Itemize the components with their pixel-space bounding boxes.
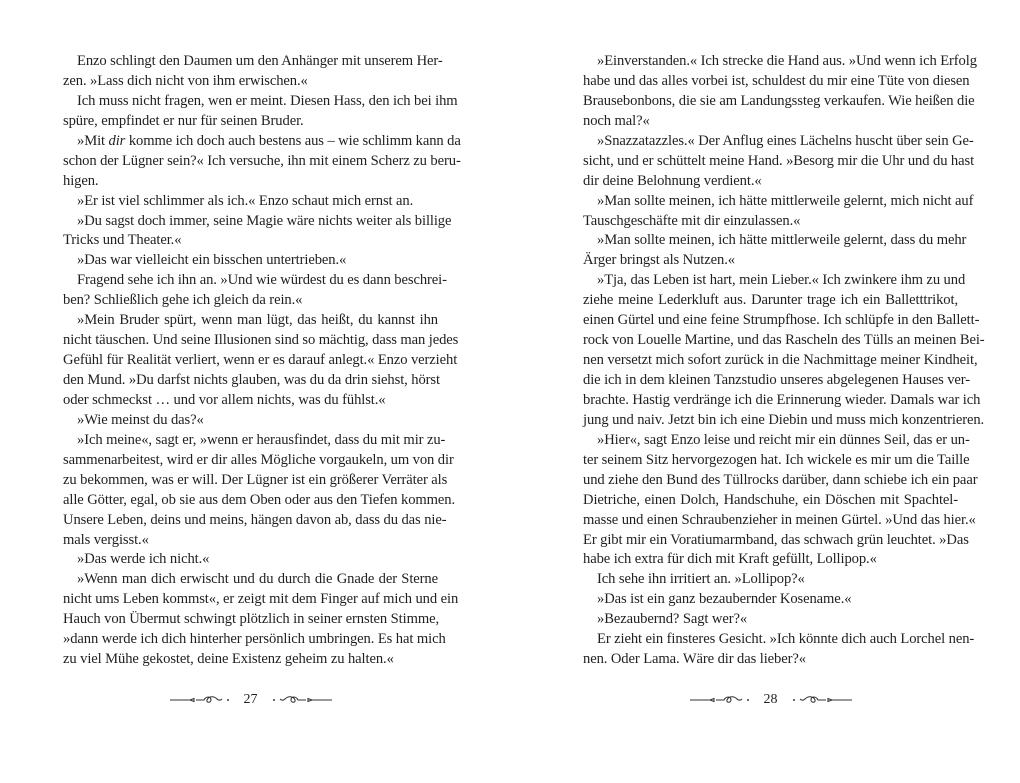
text-line: die ich in dem kleinen Tanzstudio unseres abgelegenen Hauses ver-: [583, 372, 971, 388]
text-line: »Das ist ein ganz bezaubernder Kosename.«: [597, 591, 852, 608]
text-line: masse und einen Schraubenzieher in meinen Gürtel. »Und das hier.«: [583, 511, 976, 528]
page-number: 28: [763, 692, 778, 707]
emphasis: dir: [108, 132, 126, 149]
text-line: nen versetzt mich sofort zurück in die Nachmittage meiner Kindheit,: [583, 352, 978, 369]
text-line: »dann werde ich dich hinterher persönlich umbringen. Es hat mich: [63, 631, 446, 648]
text-line: Gefühl für Realität verliert, wenn er es darauf anlegt.« Enzo verzieht: [63, 352, 458, 369]
text-line: ben? Schließlich gehe ich gleich da rein.«: [63, 292, 303, 309]
text-line: brachte. Hastig verdränge ich die Erinnerung wieder. Damals war ich: [583, 391, 981, 408]
text-line: Tricks und Theater.«: [63, 232, 182, 249]
text-line: »Ich meine«, sagt er, »wenn er herausfindet, dass du mit mir zu-: [77, 431, 446, 448]
text-line: sicht, und er schüttelt meine Hand. »Besorg mir die Uhr und du hast: [583, 152, 975, 169]
text-line: nen. Oder Lama. Wäre dir das lieber?«: [583, 651, 806, 668]
text-line: einen Gürtel und eine feine Strumpfhose. Ich schlüpfe in den Ballett-: [583, 312, 980, 329]
text-line: »Bezaubernd? Sagt wer?«: [597, 611, 748, 628]
text-line: jung und naiv. Jetzt bin ich eine Diebin und muss mich konzentrieren.: [583, 411, 985, 428]
text-line: »Hier«, sagt Enzo leise und reicht mir ein dünnes Seil, das er un-: [597, 431, 970, 448]
text-line: »Du sagst doch immer, seine Magie wäre nichts weiter als billige: [77, 212, 452, 229]
text-line: mals vergisst.«: [63, 531, 149, 548]
text-line: »Das war vielleicht ein bisschen untertrieben.«: [77, 252, 347, 269]
text-line: Brausebonbons, die sie am Landungssteg verkaufen. Wie heißen die: [583, 92, 975, 109]
text-line: rock von Louelle Martine, und das Rascheln des Tülls an meinen Bei-: [583, 332, 985, 349]
ornament-right-icon: [786, 694, 852, 706]
ornament-right-icon: [266, 694, 332, 706]
text-line: alle Götter, egal, ob sie aus dem Oben oder aus den Tiefen kommen.: [63, 491, 456, 508]
text-line: »Man sollte meinen, ich hätte mittlerweile gelernt, dass du mehr: [597, 232, 967, 249]
text-line: den Mund. »Du darfst nichts glauben, was du da drin siehst, hörst: [63, 372, 440, 388]
text-line: spüre, empfindet er nur für seinen Bruder.: [63, 112, 304, 129]
text-line: zu viel Mühe gekostet, deine Existenz geheim zu halten.«: [63, 651, 394, 668]
text-line: Er gibt mir ein Voratiumarmband, das schwach grün leuchtet. »Das: [583, 531, 969, 548]
text-line: oder schmeckst … und vor allem nichts, was du fühlst.«: [63, 391, 386, 408]
text-line: habe und das alles vorbei ist, schuldest du mir eine Tüte von diesen: [583, 72, 970, 89]
page-footer: [63, 690, 438, 710]
text-line: und ziehe den Bund des Tüllrocks darüber, dann schiebe ich ein paar: [583, 471, 978, 488]
text-line: ziehe meine Lederkluft aus. Darunter trage ich ein Balletttrikot,: [583, 292, 958, 309]
text-line: Ich sehe ihn irritiert an. »Lollipop?«: [597, 571, 805, 588]
text-line: »Man sollte meinen, ich hätte mittlerweile gelernt, mich nicht auf: [597, 192, 974, 209]
text-line: ter seinem Sitz hervorgezogen hat. Ich wickele es mir um die Taille: [583, 451, 970, 468]
page-text-column: [583, 52, 985, 670]
text-line: noch mal?«: [583, 112, 650, 129]
text-line: »Das werde ich nicht.«: [77, 551, 210, 568]
text-line: sammenarbeitest, wird er dir alles Mögliche vorgaukeln, um von dir: [63, 451, 454, 468]
ornament-left-icon: [690, 694, 756, 706]
text-line: zu bekommen, was er will. Der Lügner ist ein größerer Verräter als: [63, 471, 448, 488]
text-line: Dietriche, einen Dolch, Handschuhe, ein Döschen mit Spachtel-: [583, 491, 958, 508]
text-line: »Wie meinst du das?«: [77, 411, 204, 428]
text-line: Ärger bringst als Nutzen.«: [583, 252, 735, 269]
text-line: schon der Lügner sein?« Ich versuche, ihn mit einem Scherz zu beru-: [63, 152, 461, 169]
text-line: »Er ist viel schlimmer als ich.« Enzo schaut mich ernst an.: [77, 192, 414, 209]
text-line: »Wenn man dich erwischt und du durch die Gnade der Sterne: [77, 571, 438, 588]
page-text-column: [63, 52, 461, 670]
page-footer: [583, 690, 958, 710]
text-line: »Einverstanden.« Ich strecke die Hand aus. »Und wenn ich Erfolg: [597, 53, 977, 69]
text-line: nicht täuschen. Und seine Illusionen sind so mächtig, dass man jedes: [63, 332, 459, 349]
text-line: »Snazzatazzles.« Der Anflug eines Lächelns huscht über sein Ge-: [597, 132, 974, 149]
text-line: Enzo schlingt den Daumen um den Anhänger mit unserem Her-: [77, 53, 443, 69]
text-line: Fragend sehe ich ihn an. »Und wie würdest du es dann beschrei-: [77, 272, 447, 289]
text-line: zen. »Lass dich nicht von ihm erwischen.«: [63, 72, 308, 89]
text-line: dir deine Belohnung verdient.«: [583, 172, 762, 189]
text-line: Tauschgeschäfte mit dir einzulassen.«: [583, 212, 801, 229]
text-line: »Mit dir komme ich doch auch bestens aus – wie schlimm kann da: [77, 132, 461, 149]
page-number: 27: [243, 692, 258, 707]
book-page-right: [510, 0, 1020, 783]
text-line: habe ich extra für dich mit Kraft gefüllt, Lollipop.«: [583, 551, 877, 568]
text-line: Unsere Leben, deins und meins, hängen davon ab, dass du das nie-: [63, 511, 447, 528]
text-line: Hauch von Übermut schwingt plötzlich in seiner ernsten Stimme,: [63, 611, 439, 628]
ornament-left-icon: [170, 694, 236, 706]
text-line: Er zieht ein finsteres Gesicht. »Ich könnte dich auch Lorchel nen-: [597, 631, 975, 648]
text-line: »Mein Bruder spürt, wenn man lügt, das heißt, du kannst ihn: [77, 312, 438, 329]
text-line: higen.: [63, 172, 99, 189]
text-line: Ich muss nicht fragen, wen er meint. Diesen Hass, den ich bei ihm: [77, 92, 458, 109]
text-line: »Tja, das Leben ist hart, mein Lieber.« Ich zwinkere ihm zu und: [597, 272, 966, 289]
text-line: nicht ums Leben kommst«, er zeigt mit dem Finger auf mich und ein: [63, 591, 459, 608]
